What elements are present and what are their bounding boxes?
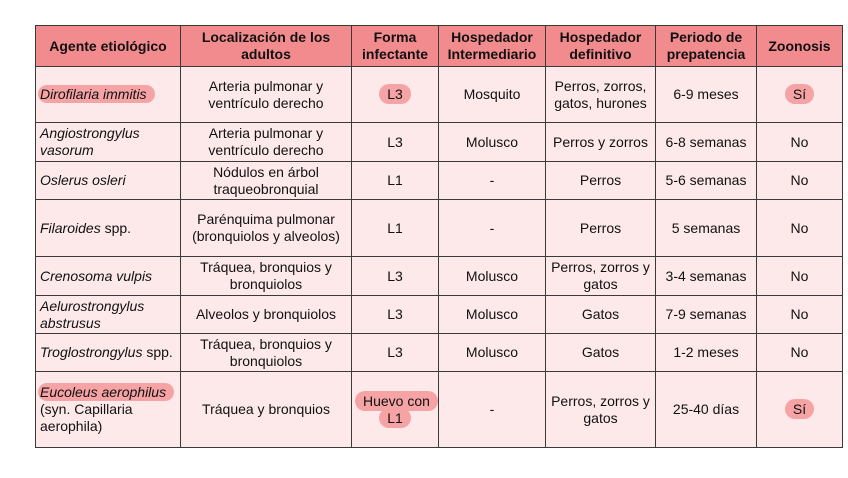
definitive-host-cell: Perros [546, 200, 656, 257]
intermediate-host-cell: - [439, 372, 546, 448]
agent-cell [36, 123, 181, 162]
location-cell: Parénquima pulmonar (bronquiolos y alveolos) [181, 200, 352, 257]
agent-name: Aelurostrongylus abstrusus [40, 297, 145, 331]
definitive-host-cell: Perros [546, 162, 656, 200]
agent-cell [36, 372, 181, 448]
parasite-table [35, 25, 843, 448]
agent-name: Troglostrongylus [40, 344, 143, 360]
location-cell: Arteria pulmonar y ventrículo derecho [181, 67, 352, 123]
prepatency-cell: 3-4 semanas [656, 257, 757, 296]
header-zoonosis: Zoonosis [757, 26, 843, 67]
form-cell [352, 372, 439, 448]
zoonosis-cell: No [757, 334, 843, 372]
form-cell [352, 67, 439, 123]
agent-cell [36, 200, 181, 257]
form-cell: L3 [352, 257, 439, 296]
zoonosis-cell: No [757, 123, 843, 162]
agent-cell [36, 67, 181, 123]
form-text: Huevo con L1 [363, 392, 430, 426]
agent-name: Oslerus osleri [40, 172, 126, 188]
header-agent: Agente etiológico [36, 26, 181, 67]
agent-cell [36, 162, 181, 200]
form-cell: L3 [352, 296, 439, 334]
agent-name: Dirofilaria immitis [40, 86, 147, 102]
table-row [36, 257, 843, 296]
agent-suffix: spp. [142, 344, 173, 360]
agent-name: Eucoleus aerophilus [40, 384, 167, 400]
table-row [36, 372, 843, 448]
prepatency-cell: 25-40 días [656, 372, 757, 448]
table-row [36, 162, 843, 200]
intermediate-host-cell: Molusco [439, 123, 546, 162]
highlight-mark [355, 391, 438, 428]
prepatency-cell: 6-8 semanas [656, 123, 757, 162]
header-intermediate-host: Hospedador Intermediario [439, 26, 546, 67]
table-row [36, 334, 843, 372]
zoonosis-text: Sí [792, 86, 807, 102]
zoonosis-cell: No [757, 257, 843, 296]
table-row [36, 296, 843, 334]
header-location: Localización de los adultos [181, 26, 352, 67]
zoonosis-text: Sí [792, 401, 807, 417]
zoonosis-cell: No [757, 296, 843, 334]
intermediate-host-cell: Mosquito [439, 67, 546, 123]
agent-suffix: spp. [100, 219, 132, 236]
prepatency-cell: 5-6 semanas [656, 162, 757, 200]
intermediate-host-cell: Molusco [439, 257, 546, 296]
definitive-host-cell: Perros, zorros y gatos [546, 257, 656, 296]
form-cell: L3 [352, 334, 439, 372]
header-definitive-host: Hospedador definitivo [546, 26, 656, 67]
agent-cell [36, 334, 181, 372]
intermediate-host-cell: - [439, 162, 546, 200]
table-row [36, 123, 843, 162]
table-row [36, 67, 843, 123]
highlight-mark [379, 84, 411, 104]
agent-name: Angiostrongylus vasorum [40, 125, 140, 158]
intermediate-host-cell: Molusco [439, 334, 546, 372]
location-cell: Tráquea, bronquios y bronquiolos [181, 334, 352, 372]
header-form: Forma infectante [352, 26, 439, 67]
intermediate-host-cell: Molusco [439, 296, 546, 334]
zoonosis-cell: No [757, 162, 843, 200]
location-cell: Tráquea y bronquios [181, 372, 352, 448]
highlight-mark [785, 399, 814, 419]
highlight-mark [38, 383, 174, 401]
definitive-host-cell: Gatos [546, 296, 656, 334]
agent-name: Crenosoma vulpis [40, 267, 153, 284]
agent-name: Filaroides [40, 219, 101, 236]
form-cell: L3 [352, 123, 439, 162]
zoonosis-cell: No [757, 200, 843, 257]
location-cell: Alveolos y bronquiolos [181, 296, 352, 334]
location-cell: Arteria pulmonar y ventrículo derecho [181, 123, 352, 162]
table-row [36, 200, 843, 257]
agent-cell [36, 257, 181, 296]
header-row [36, 26, 843, 67]
agent-cell [36, 296, 181, 334]
definitive-host-cell: Perros, zorros, gatos, hurones [546, 67, 656, 123]
definitive-host-cell: Perros y zorros [546, 123, 656, 162]
definitive-host-cell: Gatos [546, 334, 656, 372]
prepatency-cell: 5 semanas [656, 200, 757, 257]
highlight-mark [785, 84, 814, 104]
zoonosis-cell [757, 372, 843, 448]
intermediate-host-cell: - [439, 200, 546, 257]
prepatency-cell: 7-9 semanas [656, 296, 757, 334]
form-text: L3 [387, 86, 403, 102]
zoonosis-cell [757, 67, 843, 123]
definitive-host-cell: Perros, zorros y gatos [546, 372, 656, 448]
agent-suffix: (syn. Capillaria aerophila) [40, 401, 133, 434]
prepatency-cell: 1-2 meses [656, 334, 757, 372]
location-cell: Nódulos en árbol traqueobronquial [181, 162, 352, 200]
highlight-mark [38, 85, 155, 103]
form-cell: L1 [352, 162, 439, 200]
prepatency-cell: 6-9 meses [656, 67, 757, 123]
header-prepatency: Periodo de prepatencia [656, 26, 757, 67]
form-cell: L1 [352, 200, 439, 257]
location-cell: Tráquea, bronquios y bronquiolos [181, 257, 352, 296]
